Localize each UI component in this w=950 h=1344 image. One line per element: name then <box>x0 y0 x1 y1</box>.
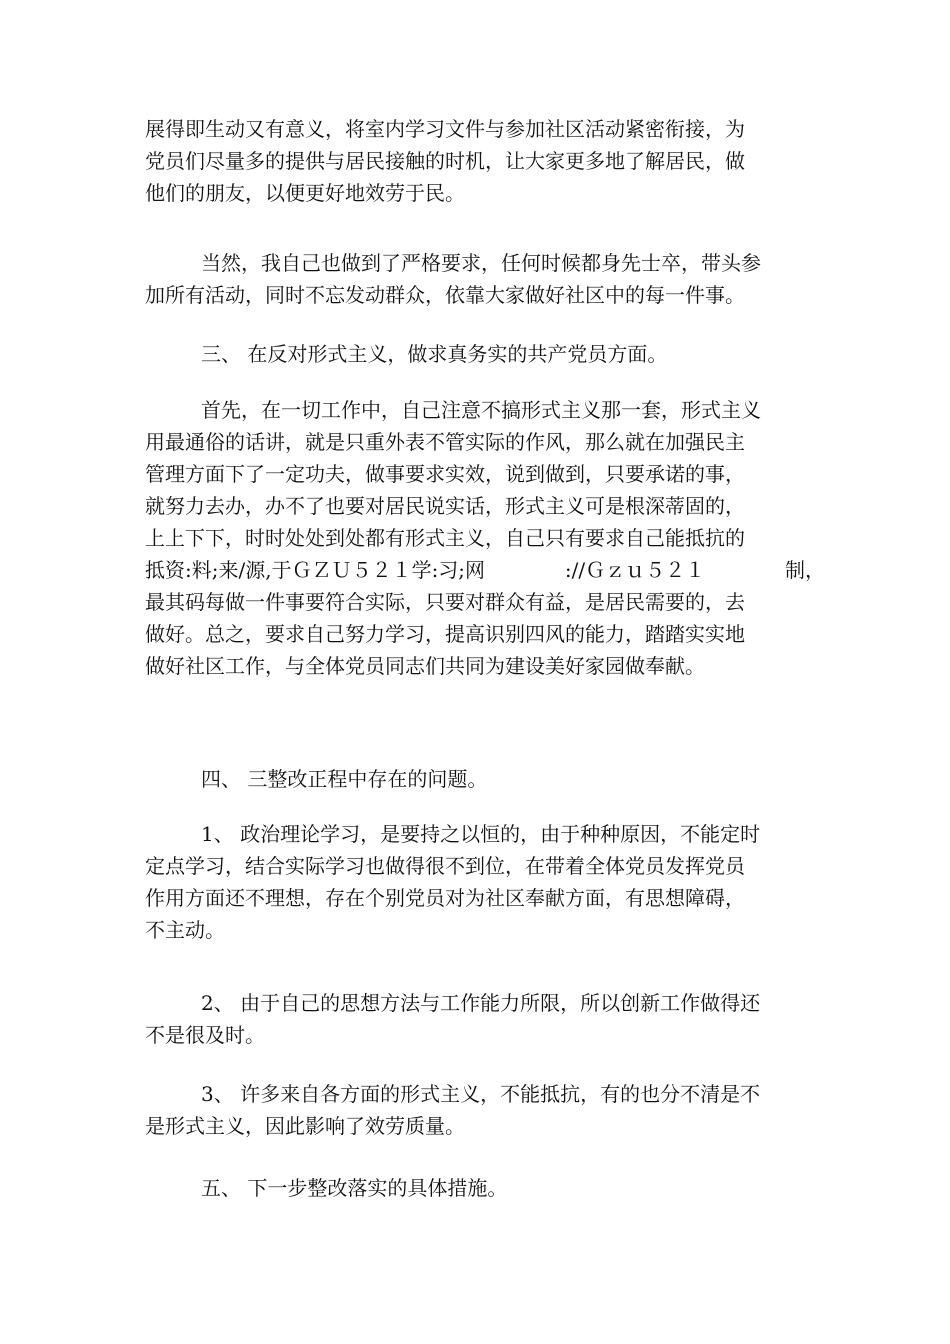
text-line: 定点学习，结合实际学习也做得很不到位，在带着全体党员发挥党员 <box>145 854 745 878</box>
text-line: 最其码每做一件事要符合实际，只要对群众有益，是居民需要的，去 <box>145 590 745 614</box>
text-line: 就努力去办，办不了也要对居民说实话，形式主义可是根深蒂固的， <box>145 494 745 518</box>
text-line: 党员们尽量多的提供与居民接触的时机，让大家更多地了解居民，做 <box>145 149 745 173</box>
watermark-text-line <box>145 554 825 586</box>
section-heading-4 <box>145 763 825 795</box>
paragraph-formalism <box>145 394 825 682</box>
text-line: 做好。总之，要求自己努力学习，提高识别四风的能力，踏踏实实地 <box>145 622 745 646</box>
watermark-part-3: 制， <box>785 558 825 582</box>
text-line: 当然，我自己也做到了严格要求，任何时候都身先士卒，带头参 <box>201 251 761 275</box>
paragraph-self-requirement <box>145 247 825 311</box>
heading-text: 四、 三整改正程中存在的问题。 <box>201 767 488 791</box>
paragraph-continuation <box>145 113 825 209</box>
problem-item-2 <box>145 987 825 1051</box>
heading-text: 三、 在反对形式主义，做求真务实的共产党员方面。 <box>201 342 668 366</box>
text-line: 用最通俗的话讲，就是只重外表不管实际的作风，那么就在加强民主 <box>145 430 745 454</box>
section-heading-5 <box>145 1172 825 1204</box>
text-line: 是形式主义，因此影响了效劳质量。 <box>145 1114 465 1138</box>
text-line: 不主动。 <box>145 918 225 942</box>
text-line: 作用方面还不理想，存在个别党员对为社区奉献方面，有思想障碍， <box>145 886 745 910</box>
text-line: 管理方面下了一定功夫，做事要求实效，说到做到，只要承诺的事， <box>145 462 745 486</box>
text-line: 他们的朋友，以便更好地效劳于民。 <box>145 181 465 205</box>
watermark-part-1: 抵资:料;来/源,于ＧＺＵ５２１学:习;网 <box>145 558 486 582</box>
text-line: 加所有活动，同时不忘发动群众，依靠大家做好社区中的每一件事。 <box>145 283 745 307</box>
text-line: 1、 政治理论学习，是要持之以恒的，由于种种原因，不能定时 <box>201 822 761 846</box>
text-line: 不是很及时。 <box>145 1023 265 1047</box>
text-line: 2、 由于自己的思想方法与工作能力所限，所以创新工作做得还 <box>201 991 761 1015</box>
text-line: 首先，在一切工作中，自己注意不搞形式主义那一套，形式主义 <box>201 398 761 422</box>
watermark-part-2: ://Ｇｚｕ５２１ <box>564 558 706 582</box>
problem-item-3 <box>145 1078 825 1142</box>
problem-item-1 <box>145 818 825 946</box>
section-heading-3 <box>145 338 825 370</box>
heading-text: 五、 下一步整改落实的具体措施。 <box>201 1176 508 1200</box>
text-line: 展得即生动又有意义，将室内学习文件与参加社区活动紧密衔接，为 <box>145 117 745 141</box>
text-line: 3、 许多来自各方面的形式主义，不能抵抗，有的也分不清是不 <box>201 1082 761 1106</box>
text-line: 上上下下，时时处处到处都有形式主义，自己只有要求自己能抵抗的 <box>145 526 745 550</box>
text-line: 做好社区工作，与全体党员同志们共同为建设美好家园做奉献。 <box>145 654 705 678</box>
